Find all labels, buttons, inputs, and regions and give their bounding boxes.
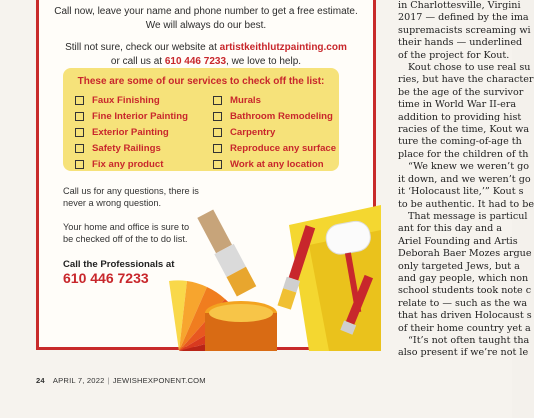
checkbox-icon bbox=[75, 112, 84, 121]
ad-intro bbox=[39, 5, 373, 33]
checkbox-icon bbox=[75, 160, 84, 169]
issue-date: APRIL 7, 2022 bbox=[52, 376, 105, 385]
page-footer bbox=[36, 376, 206, 385]
service-label: Reproduce any surface bbox=[230, 142, 337, 154]
intro-line-2: We will always do our best. bbox=[145, 20, 267, 31]
article-line: time in World War II-era bbox=[398, 99, 517, 111]
call-prefix: or call us at bbox=[110, 56, 165, 67]
article-line: Ariel Founding and Artis bbox=[398, 235, 518, 247]
service-item-right bbox=[213, 108, 336, 124]
questions-line-2: never a wrong question. bbox=[63, 198, 162, 208]
call-number: 610 446 7233 bbox=[164, 56, 227, 67]
article-line: Deborah Baer Mozes argue bbox=[398, 248, 532, 260]
article-line: “We knew we weren’t go bbox=[408, 161, 530, 173]
services-list-left bbox=[75, 92, 188, 172]
website-line bbox=[39, 41, 373, 55]
service-label: Carpentry bbox=[230, 126, 276, 138]
website-link[interactable]: artistkeithlutzpainting.com bbox=[219, 42, 347, 53]
services-panel bbox=[63, 68, 339, 171]
cta-phone: 610 446 7233 bbox=[63, 270, 149, 286]
paint-supplies-illustration bbox=[159, 205, 381, 351]
article-line: their hands — underlined bbox=[398, 37, 523, 49]
article-line: and gay people, which non bbox=[398, 272, 529, 284]
article-line: it down, and we weren’t go bbox=[398, 173, 531, 185]
article-line: That message is particul bbox=[408, 210, 528, 222]
service-item-right bbox=[213, 140, 336, 156]
article-line: also present if we’re not le bbox=[398, 347, 529, 359]
service-item-left bbox=[75, 140, 188, 156]
website-prefix: Still not sure, check our website at bbox=[65, 42, 220, 53]
service-label: Fix any product bbox=[92, 158, 164, 170]
service-item-right bbox=[213, 92, 336, 108]
article-line: addition to providing hist bbox=[398, 111, 522, 123]
checkbox-icon bbox=[213, 144, 222, 153]
article-line: 2017 — defined by the ima bbox=[398, 12, 529, 24]
article-line: school students took note c bbox=[398, 285, 532, 297]
article-column bbox=[398, 0, 534, 359]
service-label: Faux Finishing bbox=[92, 94, 160, 106]
service-label: Bathroom Remodeling bbox=[230, 110, 333, 122]
checkbox-icon bbox=[213, 96, 222, 105]
service-label: Fine Interior Painting bbox=[92, 110, 188, 122]
article-line: of their home country yet a bbox=[398, 322, 531, 334]
article-line: supremacists screaming wi bbox=[398, 24, 531, 36]
call-suffix: , we love to help. bbox=[226, 56, 302, 67]
service-label: Safety Railings bbox=[92, 142, 161, 154]
article-line: be the age of the survivor bbox=[398, 86, 524, 98]
page-number: 24 bbox=[36, 376, 45, 385]
article-line: it ‘Holocaust lite,’” Kout s bbox=[398, 186, 524, 198]
call-line bbox=[39, 55, 373, 69]
article-line: relate to — such as the wa bbox=[398, 297, 528, 309]
services-list-right bbox=[213, 92, 336, 172]
questions-line-1: Call us for any questions, there is bbox=[63, 186, 199, 196]
services-heading: These are some of our services to check off the list: bbox=[77, 76, 325, 87]
article-line: that has driven Holocaust s bbox=[398, 310, 532, 322]
article-line: ture the coming-of-age th bbox=[398, 136, 522, 148]
painting-advertisement bbox=[36, 0, 376, 350]
article-line: “It’s not often taught tha bbox=[408, 334, 530, 346]
article-line: only targeted Jews, but a bbox=[398, 260, 520, 272]
service-item-left bbox=[75, 156, 188, 172]
article-line: ant for this day and a bbox=[398, 223, 502, 235]
article-line: to be authentic. It had to be bbox=[398, 198, 534, 210]
service-item-left bbox=[75, 124, 188, 140]
footer-separator: | bbox=[107, 376, 110, 385]
service-label: Murals bbox=[230, 94, 261, 106]
checkbox-icon bbox=[213, 112, 222, 121]
intro-line-1: Call now, leave your name and phone number to get a free estimate. bbox=[54, 6, 358, 17]
checkbox-icon bbox=[75, 96, 84, 105]
cta-label: Call the Professionals at bbox=[63, 259, 175, 270]
checklist-line-1: Your home and office is sure to bbox=[63, 222, 190, 232]
publication-url: JEWISHEXPONENT.COM bbox=[112, 376, 206, 385]
checkbox-icon bbox=[75, 144, 84, 153]
checkbox-icon bbox=[75, 128, 84, 137]
checklist-line-2: be checked off of the to do list. bbox=[63, 234, 188, 244]
article-line: racies of the time, Kout wa bbox=[398, 124, 530, 136]
service-item-right bbox=[213, 124, 336, 140]
service-item-left bbox=[75, 92, 188, 108]
article-line: ries, but have the character bbox=[398, 74, 534, 86]
article-line: place for the children of th bbox=[398, 148, 529, 160]
ad-contact bbox=[39, 41, 373, 69]
article-line: in Charlottesville, Virgini bbox=[398, 0, 521, 11]
service-item-left bbox=[75, 108, 188, 124]
checkbox-icon bbox=[213, 160, 222, 169]
checkbox-icon bbox=[213, 128, 222, 137]
article-line: of the project for Kout. bbox=[398, 49, 510, 61]
article-line: Kout chose to use real su bbox=[408, 62, 531, 74]
service-item-right bbox=[213, 156, 336, 172]
service-label: Exterior Painting bbox=[92, 126, 169, 138]
service-label: Work at any location bbox=[230, 158, 324, 170]
